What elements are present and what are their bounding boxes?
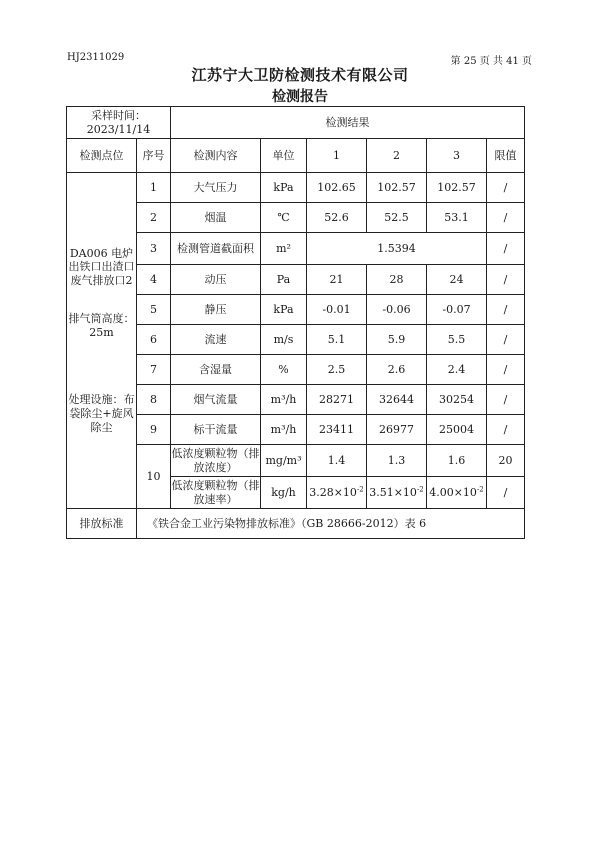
row-limit: / [487, 295, 525, 325]
row-limit: / [487, 325, 525, 355]
document-title: 检测报告 [272, 89, 328, 105]
row-item: 烟温 [171, 203, 261, 233]
row-limit: / [487, 385, 525, 415]
row-value-2: 32644 [367, 385, 427, 415]
row-item: 低浓度颗粒物（排放速率） [171, 477, 261, 509]
row-value-2: 2.6 [367, 355, 427, 385]
row-seq: 8 [137, 385, 171, 415]
row-item: 低浓度颗粒物（排放浓度） [171, 445, 261, 477]
sample-time-date: 2023/11/14 [86, 122, 151, 136]
value-mantissa: 4.00×10 [429, 485, 477, 499]
row-seq: 7 [137, 355, 171, 385]
sample-time-label: 采样时间： [91, 108, 146, 122]
col-header-r1: 1 [307, 139, 367, 173]
row-limit: / [487, 203, 525, 233]
row-value-1: 102.65 [307, 173, 367, 203]
row-unit: mg/m³ [261, 445, 307, 477]
col-header-item: 检测内容 [171, 139, 261, 173]
row-limit: / [487, 265, 525, 295]
row-value-3: 102.57 [427, 173, 487, 203]
row-value-3: 2.4 [427, 355, 487, 385]
row-unit: m³/h [261, 385, 307, 415]
row-seq: 9 [137, 415, 171, 445]
value-exponent: -2 [356, 484, 364, 493]
row-value-2: 26977 [367, 415, 427, 445]
row-seq: 2 [137, 203, 171, 233]
row-value-2 [367, 477, 427, 509]
location-point: DA006 电炉出铁口出渣口废气排放口2 [68, 246, 135, 287]
row-value-1: 1.4 [307, 445, 367, 477]
row-value-3: -0.07 [427, 295, 487, 325]
row-unit: kg/h [261, 477, 307, 509]
page-number: 第 25 页 共 41 页 [450, 56, 532, 67]
row-value-2: -0.06 [367, 295, 427, 325]
row-limit: / [487, 477, 525, 509]
emission-standard-label: 排放标准 [67, 509, 137, 539]
row-unit: kPa [261, 173, 307, 203]
row-value-3 [427, 477, 487, 509]
row-seq: 3 [137, 233, 171, 265]
row-unit: % [261, 355, 307, 385]
location-cell [67, 173, 137, 509]
table-row [67, 107, 525, 139]
value-mantissa: 3.28×10 [309, 485, 357, 499]
row-value-1: -0.01 [307, 295, 367, 325]
row-value-3: 53.1 [427, 203, 487, 233]
stack-height: 排气筒高度：25m [68, 311, 135, 339]
table-row [67, 509, 525, 539]
row-value-2: 102.57 [367, 173, 427, 203]
emission-standard-value: 《铁合金工业污染物排放标准》（GB 28666-2012）表 6 [137, 509, 525, 539]
row-item: 标干流量 [171, 415, 261, 445]
table-row [67, 173, 525, 203]
value-exponent: -2 [416, 484, 424, 493]
col-header-unit: 单位 [261, 139, 307, 173]
row-value-3: 5.5 [427, 325, 487, 355]
row-value-1: 21 [307, 265, 367, 295]
row-unit: m² [261, 233, 307, 265]
table-row [67, 139, 525, 173]
row-item: 烟气流量 [171, 385, 261, 415]
col-header-point: 检测点位 [67, 139, 137, 173]
row-item: 检测管道截面积 [171, 233, 261, 265]
row-limit: / [487, 415, 525, 445]
row-seq: 1 [137, 173, 171, 203]
row-seq: 5 [137, 295, 171, 325]
row-limit: / [487, 355, 525, 385]
row-item: 动压 [171, 265, 261, 295]
col-header-limit: 限值 [487, 139, 525, 173]
test-results-table [66, 106, 525, 539]
row-value-1: 23411 [307, 415, 367, 445]
row-value-2: 1.3 [367, 445, 427, 477]
col-header-r3: 3 [427, 139, 487, 173]
row-unit: ℃ [261, 203, 307, 233]
value-mantissa: 3.51×10 [369, 485, 417, 499]
row-value-merged: 1.5394 [307, 233, 487, 265]
row-value-3: 30254 [427, 385, 487, 415]
row-value-1: 2.5 [307, 355, 367, 385]
row-value-2: 28 [367, 265, 427, 295]
col-header-r2: 2 [367, 139, 427, 173]
row-value-1 [307, 477, 367, 509]
row-value-1: 5.1 [307, 325, 367, 355]
row-unit: m/s [261, 325, 307, 355]
row-seq: 10 [137, 445, 171, 509]
row-value-3: 1.6 [427, 445, 487, 477]
row-limit: / [487, 173, 525, 203]
row-unit: m³/h [261, 415, 307, 445]
row-item: 大气压力 [171, 173, 261, 203]
row-limit: / [487, 233, 525, 265]
value-exponent: -2 [476, 484, 484, 493]
row-seq: 4 [137, 265, 171, 295]
row-unit: Pa [261, 265, 307, 295]
company-name: 江苏宁大卫防检测技术有限公司 [191, 66, 409, 84]
row-unit: kPa [261, 295, 307, 325]
row-value-1: 28271 [307, 385, 367, 415]
row-value-1: 52.6 [307, 203, 367, 233]
row-value-2: 52.5 [367, 203, 427, 233]
sample-time-cell [67, 107, 171, 139]
row-seq: 6 [137, 325, 171, 355]
row-limit: 20 [487, 445, 525, 477]
row-value-3: 24 [427, 265, 487, 295]
row-item: 静压 [171, 295, 261, 325]
col-header-seq: 序号 [137, 139, 171, 173]
row-item: 含湿量 [171, 355, 261, 385]
report-code: HJ2311029 [67, 52, 125, 63]
row-value-3: 25004 [427, 415, 487, 445]
row-item: 流速 [171, 325, 261, 355]
treatment-facility: 处理设施：布袋除尘+旋风除尘 [68, 393, 135, 434]
row-value-2: 5.9 [367, 325, 427, 355]
results-heading: 检测结果 [171, 107, 525, 139]
